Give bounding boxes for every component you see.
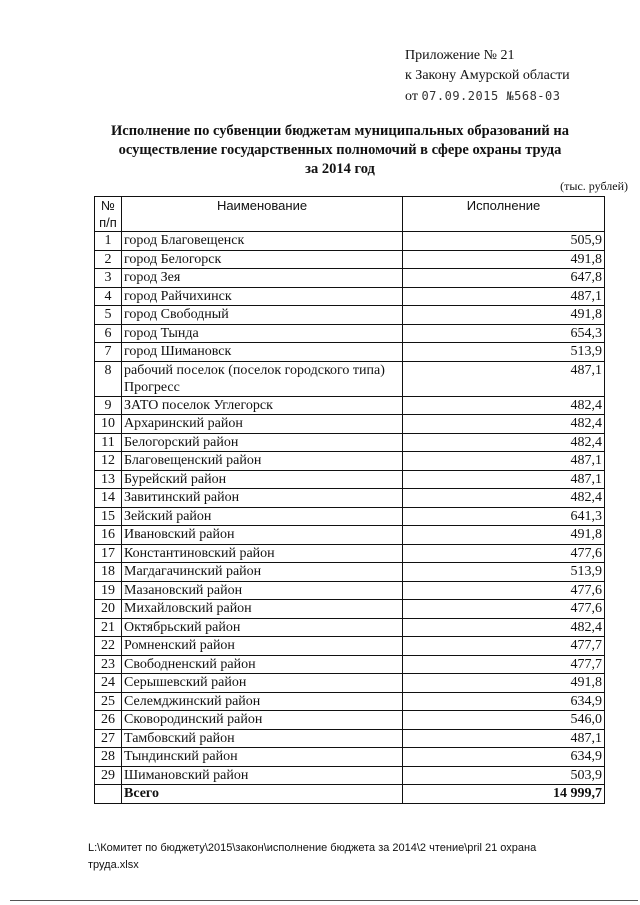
row-value: 647,8 xyxy=(403,269,605,288)
row-value: 491,8 xyxy=(403,526,605,545)
appendix-number: Приложение № 21 xyxy=(405,48,515,63)
row-name: Михайловский район xyxy=(122,600,403,619)
row-number: 23 xyxy=(95,655,122,674)
row-number: 15 xyxy=(95,507,122,526)
row-value: 513,9 xyxy=(403,343,605,362)
row-name: Магдагачинский район xyxy=(122,563,403,582)
header-value: Исполнение xyxy=(403,197,605,232)
total-label: Всего xyxy=(122,785,403,804)
table-row xyxy=(95,361,605,396)
row-number: 18 xyxy=(95,563,122,582)
table-body xyxy=(95,232,605,804)
row-name: Бурейский район xyxy=(122,470,403,489)
table-total-row xyxy=(95,785,605,804)
row-name: Белогорский район xyxy=(122,433,403,452)
appendix-date-stamp: 07.09.2015 №568-03 xyxy=(421,89,561,103)
row-number: 22 xyxy=(95,637,122,656)
row-name: город Шимановск xyxy=(122,343,403,362)
row-number: 9 xyxy=(95,396,122,415)
row-name: город Белогорск xyxy=(122,250,403,269)
table-header-row xyxy=(95,197,605,232)
row-value: 546,0 xyxy=(403,711,605,730)
table-row xyxy=(95,600,605,619)
table-row xyxy=(95,250,605,269)
row-number: 7 xyxy=(95,343,122,362)
row-name: город Райчихинск xyxy=(122,287,403,306)
row-name: Октябрьский район xyxy=(122,618,403,637)
row-name: Мазановский район xyxy=(122,581,403,600)
table-row xyxy=(95,269,605,288)
row-number: 3 xyxy=(95,269,122,288)
row-value: 487,1 xyxy=(403,729,605,748)
row-number: 24 xyxy=(95,674,122,693)
row-name: Завитинский район xyxy=(122,489,403,508)
row-value: 487,1 xyxy=(403,470,605,489)
row-number: 12 xyxy=(95,452,122,471)
row-name: Архаринский район xyxy=(122,415,403,434)
table-row xyxy=(95,306,605,325)
row-number: 16 xyxy=(95,526,122,545)
row-name: Свободненский район xyxy=(122,655,403,674)
row-number: 10 xyxy=(95,415,122,434)
title-line-3: за 2014 год xyxy=(305,161,375,177)
row-number: 20 xyxy=(95,600,122,619)
row-number: 17 xyxy=(95,544,122,563)
row-name: Ромненский район xyxy=(122,637,403,656)
table-row xyxy=(95,452,605,471)
table-row xyxy=(95,692,605,711)
table-row xyxy=(95,433,605,452)
row-number: 27 xyxy=(95,729,122,748)
row-number: 21 xyxy=(95,618,122,637)
table-row xyxy=(95,748,605,767)
total-number-cell xyxy=(95,785,122,804)
row-number: 13 xyxy=(95,470,122,489)
row-value: 634,9 xyxy=(403,692,605,711)
row-number: 26 xyxy=(95,711,122,730)
total-value: 14 999,7 xyxy=(403,785,605,804)
table-row xyxy=(95,470,605,489)
appendix-date-prefix: от xyxy=(405,89,418,104)
row-value: 491,8 xyxy=(403,674,605,693)
appendix-law: к Закону Амурской области xyxy=(405,68,570,83)
row-value: 487,1 xyxy=(403,287,605,306)
units-note: (тыс. рублей) xyxy=(560,179,628,193)
row-name: Тамбовский район xyxy=(122,729,403,748)
row-number: 6 xyxy=(95,324,122,343)
row-number: 29 xyxy=(95,766,122,785)
row-value: 482,4 xyxy=(403,489,605,508)
table-row xyxy=(95,507,605,526)
table-row xyxy=(95,232,605,251)
row-value: 487,1 xyxy=(403,361,605,396)
table-row xyxy=(95,526,605,545)
row-value: 482,4 xyxy=(403,396,605,415)
row-value: 503,9 xyxy=(403,766,605,785)
row-name: город Свободный xyxy=(122,306,403,325)
row-name: город Благовещенск xyxy=(122,232,403,251)
row-name: Серышевский район xyxy=(122,674,403,693)
header-name: Наименование xyxy=(122,197,403,232)
table-row xyxy=(95,581,605,600)
row-value: 477,6 xyxy=(403,581,605,600)
row-name: Шимановский район xyxy=(122,766,403,785)
row-value: 477,6 xyxy=(403,600,605,619)
row-value: 634,9 xyxy=(403,748,605,767)
table-row xyxy=(95,637,605,656)
row-name: Сковородинский район xyxy=(122,711,403,730)
row-value: 491,8 xyxy=(403,250,605,269)
row-name: Зейский район xyxy=(122,507,403,526)
row-name: Ивановский район xyxy=(122,526,403,545)
row-value: 477,6 xyxy=(403,544,605,563)
table-row xyxy=(95,563,605,582)
table-row xyxy=(95,415,605,434)
table-row xyxy=(95,396,605,415)
row-value: 654,3 xyxy=(403,324,605,343)
table-row xyxy=(95,489,605,508)
appendix-block xyxy=(405,46,570,107)
title-line-1: Исполнение по субвенции бюджетам муниципальных образований на xyxy=(110,123,569,139)
title-line-2: осуществление государственных полномочий в сфере охраны труда xyxy=(118,142,562,158)
document-title xyxy=(60,122,620,179)
table-row xyxy=(95,655,605,674)
row-number: 8 xyxy=(95,361,122,396)
row-number: 5 xyxy=(95,306,122,325)
appendix-date xyxy=(405,86,570,107)
row-name: город Тында xyxy=(122,324,403,343)
row-value: 477,7 xyxy=(403,655,605,674)
table-row xyxy=(95,544,605,563)
row-number: 1 xyxy=(95,232,122,251)
row-name: Тындинский район xyxy=(122,748,403,767)
page-edge-line xyxy=(10,900,638,901)
table-row xyxy=(95,324,605,343)
file-path-footer: L:\Комитет по бюджету\2015\закон\исполнение бюджета за 2014\2 чтение\pril 21 охрана труда.xlsx xyxy=(88,842,537,871)
row-value: 482,4 xyxy=(403,618,605,637)
table-row xyxy=(95,729,605,748)
header-number: № п/п xyxy=(95,197,122,232)
execution-table xyxy=(94,196,605,804)
row-name: ЗАТО поселок Углегорск xyxy=(122,396,403,415)
row-value: 487,1 xyxy=(403,452,605,471)
row-value: 513,9 xyxy=(403,563,605,582)
row-number: 19 xyxy=(95,581,122,600)
row-value: 491,8 xyxy=(403,306,605,325)
row-name: Селемджинский район xyxy=(122,692,403,711)
row-value: 505,9 xyxy=(403,232,605,251)
table-row xyxy=(95,766,605,785)
row-number: 28 xyxy=(95,748,122,767)
row-value: 477,7 xyxy=(403,637,605,656)
table-row xyxy=(95,287,605,306)
row-value: 482,4 xyxy=(403,433,605,452)
row-value: 482,4 xyxy=(403,415,605,434)
row-number: 11 xyxy=(95,433,122,452)
row-value: 641,3 xyxy=(403,507,605,526)
row-number: 25 xyxy=(95,692,122,711)
table-row xyxy=(95,711,605,730)
table-row xyxy=(95,618,605,637)
row-name: город Зея xyxy=(122,269,403,288)
row-name: Константиновский район xyxy=(122,544,403,563)
row-name: Благовещенский район xyxy=(122,452,403,471)
table-row xyxy=(95,674,605,693)
row-number: 2 xyxy=(95,250,122,269)
row-number: 4 xyxy=(95,287,122,306)
row-number: 14 xyxy=(95,489,122,508)
table-row xyxy=(95,343,605,362)
row-name: рабочий поселок (поселок городского типа) Прогресс xyxy=(122,361,403,396)
